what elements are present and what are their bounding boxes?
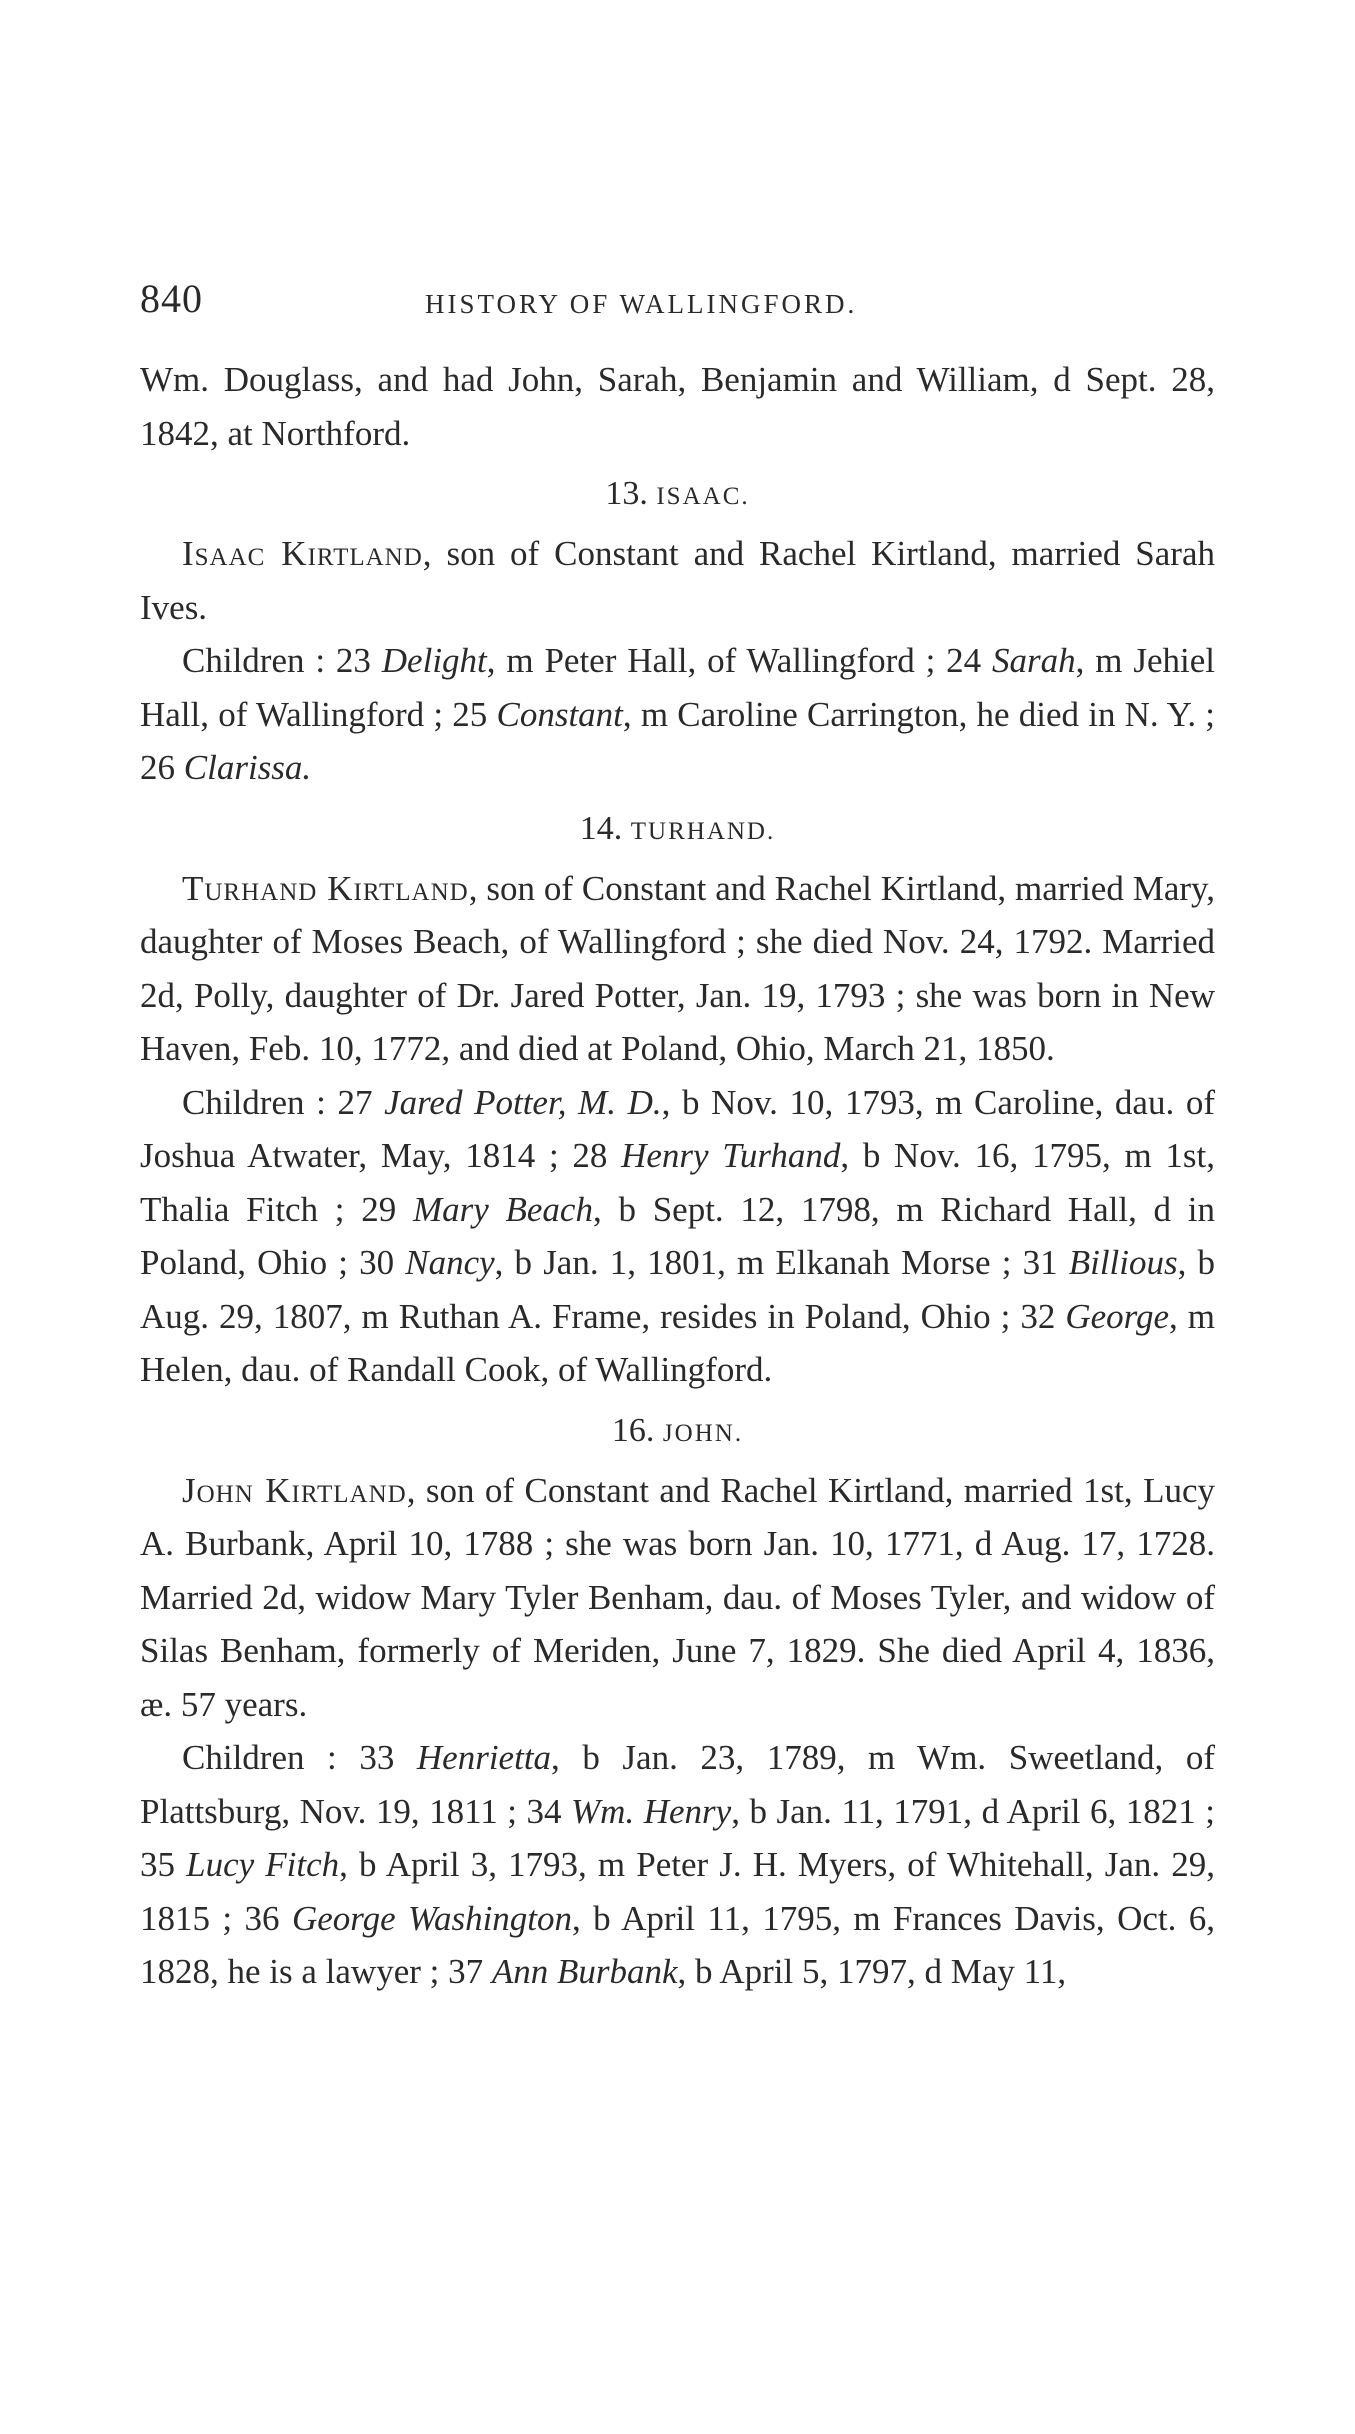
running-head: HISTORY OF WALLINGFORD. — [425, 289, 858, 319]
child-name: Delight — [381, 641, 487, 680]
child-entry: 37 Ann Burbank, b April 5, 1797, d May 11, — [448, 1952, 1067, 1991]
children-paragraph-isaac — [140, 634, 1215, 795]
child-name: Billious — [1068, 1243, 1178, 1282]
section-number: 14. — [579, 809, 623, 847]
child-entry: 26 Clarissa. — [140, 748, 312, 787]
section-title: TURHAND. — [630, 817, 776, 845]
child-entry: 31 Billious, b Aug. 29, 1807, m Ruthan A. Frame, resides in Poland, Ohio ; — [140, 1243, 1216, 1336]
child-name: Henry Turhand — [621, 1136, 841, 1175]
child-name: Nancy — [405, 1243, 495, 1282]
child-entry: 23 Delight, m Peter Hall, of Wallingford ; — [335, 641, 947, 680]
lead-text: , son of Constant and Rachel Kirtland, married Sarah Ives. — [140, 534, 1215, 627]
child-name: Mary Beach — [412, 1189, 593, 1229]
child-entry: 27 Jared Potter, M. D., b Nov. 10, 1793, m Caroline, dau. of Joshua Atwater, May, 1814 ; — [140, 1082, 1215, 1175]
lead-paragraph-turhand — [140, 862, 1215, 1076]
lead-paragraph-john — [140, 1464, 1215, 1732]
child-entry: 30 Nancy, b Jan. 1, 1801, m Elkanah Morse ; — [359, 1243, 1023, 1282]
child-name: Sarah — [992, 641, 1076, 680]
section-number: 16. — [611, 1411, 655, 1449]
child-name: Wm. Henry — [571, 1791, 732, 1831]
child-entry: 24 Sarah, m Jehiel Hall, of Wallingford ; — [140, 641, 1215, 734]
person-name: John Kirtland — [182, 1470, 407, 1510]
child-entry: 25 Constant, m Caroline Carrington, he died in N. Y. ; — [452, 694, 1215, 734]
lead-text: , son of Constant and Rachel Kirtland, married 1st, Lucy A. Burbank, April 10, 1788 ; she was born Jan. 10, 1771, d Aug. 17, 1728. Married 2d, widow Mary Tyler Benham, dau. of Moses Tyler, and widow of Silas Benham, formerly of Meriden, June 7, 1829. She died April 4, 1836, æ. 57 years. — [140, 1470, 1215, 1724]
section-title: ISAAC. — [656, 483, 750, 510]
child-entry: 28 Henry Turhand, b Nov. 16, 1795, m 1st, Thalia Fitch ; — [140, 1136, 1215, 1229]
child-name: Henrietta — [416, 1738, 552, 1777]
child-name: Jared Potter, M. D. — [384, 1082, 662, 1122]
child-entry: 36 George Washington, b April 11, 1795, m Frances Davis, Oct. 6, 1828, he is a lawyer ; — [140, 1898, 1215, 1991]
child-name: Lucy Fitch — [186, 1845, 340, 1884]
person-name: Isaac Kirtland — [182, 534, 423, 573]
children-label: Children : — [182, 641, 336, 680]
section-heading-turhand — [140, 803, 1215, 858]
children-paragraph-turhand — [140, 1076, 1215, 1397]
child-name: George — [1065, 1296, 1170, 1336]
child-name: Clarissa. — [183, 748, 312, 787]
child-entry: 32 George, m Helen, dau. of Randall Cook, of Wallingford. — [140, 1296, 1215, 1389]
section-number: 13. — [605, 475, 648, 512]
person-name: Turhand Kirtland — [182, 868, 469, 908]
lead-text: , son of Constant and Rachel Kirtland, married Mary, daughter of Moses Beach, of Wallingford ; she died Nov. 24, 1792. Married 2d, Polly, daughter of Dr. Jared Potter, Jan. 19, 1793 ; she was born in New Haven, Feb. 10, 1772, and died at Poland, Ohio, March 21, 1850. — [140, 868, 1215, 1068]
page — [140, 275, 1215, 1999]
children-label: Children : — [182, 1738, 360, 1777]
child-entry: 35 Lucy Fitch, b April 3, 1793, m Peter J. H. Myers, of Whitehall, Jan. 29, 1815 ; — [140, 1845, 1216, 1938]
lead-paragraph-isaac — [140, 527, 1215, 634]
page-number: 840 — [140, 276, 203, 321]
section-heading-isaac — [140, 468, 1215, 523]
child-name: Ann Burbank — [491, 1952, 678, 1991]
intro-paragraph: Wm. Douglass, and had John, Sarah, Benjamin and William, d Sept. 28, 1842, at Northford. — [140, 360, 1215, 453]
page-header — [140, 275, 1215, 335]
child-entry: 29 Mary Beach, b Sept. 12, 1798, m Richard Hall, d in Poland, Ohio ; — [140, 1189, 1215, 1282]
child-entry: 34 Wm. Henry, b Jan. 11, 1791, d April 6, 1821 ; — [526, 1791, 1216, 1831]
children-label: Children : — [182, 1082, 338, 1122]
section-title: JOHN. — [662, 1419, 744, 1447]
children-paragraph-john — [140, 1731, 1215, 1999]
child-name: Constant — [496, 694, 623, 734]
child-name: George Washington — [291, 1898, 573, 1938]
section-heading-john — [140, 1405, 1215, 1460]
child-entry: 33 Henrietta, b Jan. 23, 1789, m Wm. Sweetland, of Plattsburg, Nov. 19, 1811 ; — [140, 1738, 1215, 1831]
